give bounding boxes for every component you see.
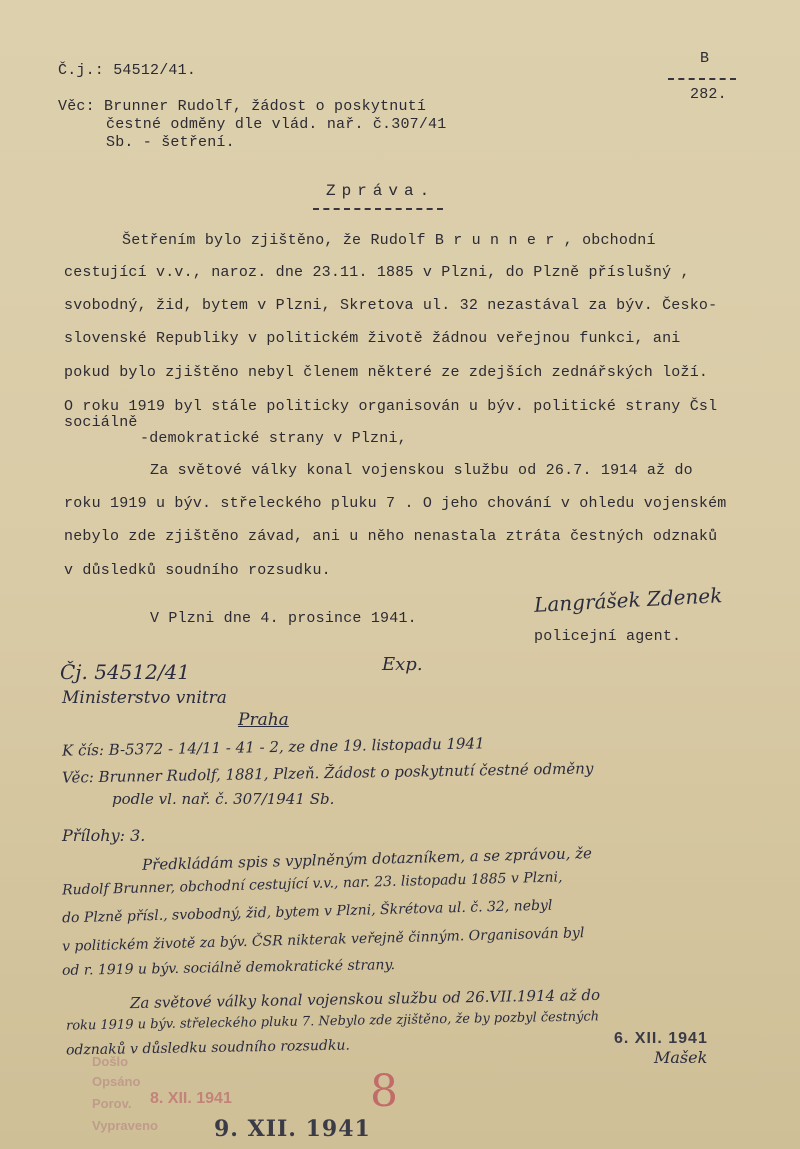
received-date-stamp: 9. XII. 1941 [214, 1116, 371, 1142]
stamp-label-compared: Porov. [92, 1096, 132, 1111]
handwritten-reference: Čj. 54512/41 [60, 660, 191, 684]
stamp-label-dispatched: Vypraveno [92, 1118, 158, 1133]
handwritten-line: roku 1919 u býv. střeleckého pluku 7. Nebylo zde zjištěno, že by pozbyl čestných [65, 1009, 600, 1034]
handwritten-line: podle vl. nař. č. 307/1941 Sb. [112, 790, 335, 808]
body-line: cestující v.v., naroz. dne 23.11. 1885 v Plzni, do Plzně příslušný , [64, 264, 690, 281]
handwritten-city: Praha [238, 710, 289, 730]
handwritten-attachments: Přílohy: 3. [62, 826, 146, 845]
subject-line: čestné odměny dle vlád. nař. č.307/41 [106, 116, 447, 133]
handwritten-line: Rudolf Brunner, obchodní cestující v.v., nar. 23. listopadu 1885 v Plzni, [61, 869, 563, 899]
title-underline [313, 208, 443, 210]
body-line: Šetřením bylo zjištěno, že Rudolf B r u n n e r , obchodní [122, 232, 656, 249]
handwritten-line: do Plzně přísl., svobodný, žid, bytem v Plzni, Škrétova ul. č. 32, nebyl [61, 897, 553, 927]
subject-line: Sb. - šetření. [106, 134, 235, 151]
handwritten-line: Věc: Brunner Rudolf, 1881, Plzeň. Žádost o poskytnutí čestné odměny [61, 759, 594, 787]
subject-line: Věc: Brunner Rudolf, žádost o poskytnutí [58, 98, 427, 115]
handwritten-line: v politickém životě za býv. ČSR nikterak veřejně činným. Organisován byl [61, 925, 585, 955]
handwritten-exp: Exp. [382, 654, 423, 675]
red-pencil-mark: 8 [370, 1066, 398, 1117]
reference-number: Č.j.: 54512/41. [58, 62, 197, 79]
handwritten-line: odznaků v důsledku soudního rozsudku. [65, 1037, 350, 1059]
signer-role: policejní agent. [534, 628, 682, 645]
body-line: sociálně [64, 414, 138, 431]
handwritten-line: Za světové války konal vojenskou službu od 26.VII.1914 až do [129, 985, 601, 1013]
body-line: O roku 1919 byl stále politicky organisován u býv. politické strany Čsl [64, 398, 718, 415]
body-line: svobodný, žid, bytem v Plzni, Skretova ul. 32 nezastával za býv. Česko- [64, 297, 718, 314]
place-date: V Plzni dne 4. prosince 1941. [150, 610, 417, 627]
code-underline [668, 78, 736, 80]
handwritten-line: od r. 1919 u býv. sociálně demokratické strany. [61, 957, 396, 979]
body-line: pokud bylo zjištěno nebyl členem některé ze zdejších zednářských loží. [64, 364, 709, 381]
body-line: Za světové války konal vojenskou službu od 26.7. 1914 až do [150, 462, 693, 479]
body-line: nebylo zde zjištěno závad, ani u něho nenastala ztráta čestných odznaků [64, 528, 718, 545]
body-line: roku 1919 u býv. střeleckého pluku 7 . O jeho chování v ohledu vojenském [64, 495, 727, 512]
body-line: v důsledků soudního rozsudku. [64, 562, 331, 579]
body-line: slovenské Republiky v politickém životě žádnou veřejnou funkci, ani [64, 330, 681, 347]
handwritten-initials: Mašek [654, 1048, 708, 1067]
handwritten-addressee: Ministerstvo vnitra [62, 688, 227, 708]
stamp-label-copied: Opsáno [92, 1074, 141, 1089]
stamp-label-received: Došlo [92, 1054, 129, 1069]
handwritten-line: Předkládám spis s vyplněným dotazníkem, a se zprávou, že [141, 844, 593, 874]
expedition-date-stamp: 6. XII. 1941 [614, 1030, 708, 1047]
document-code: B [700, 50, 710, 67]
signature: Langrášek Zdenek [533, 583, 723, 617]
body-line: -demokratické strany v Plzni, [140, 430, 407, 447]
stamp-faint-date: 8. XII. 1941 [150, 1090, 232, 1107]
page-number: 282. [690, 86, 727, 103]
handwritten-line: K čís: B-5372 - 14/11 - 41 - 2, ze dne 19. listopadu 1941 [61, 734, 485, 760]
report-title: Zpráva. [326, 182, 436, 200]
